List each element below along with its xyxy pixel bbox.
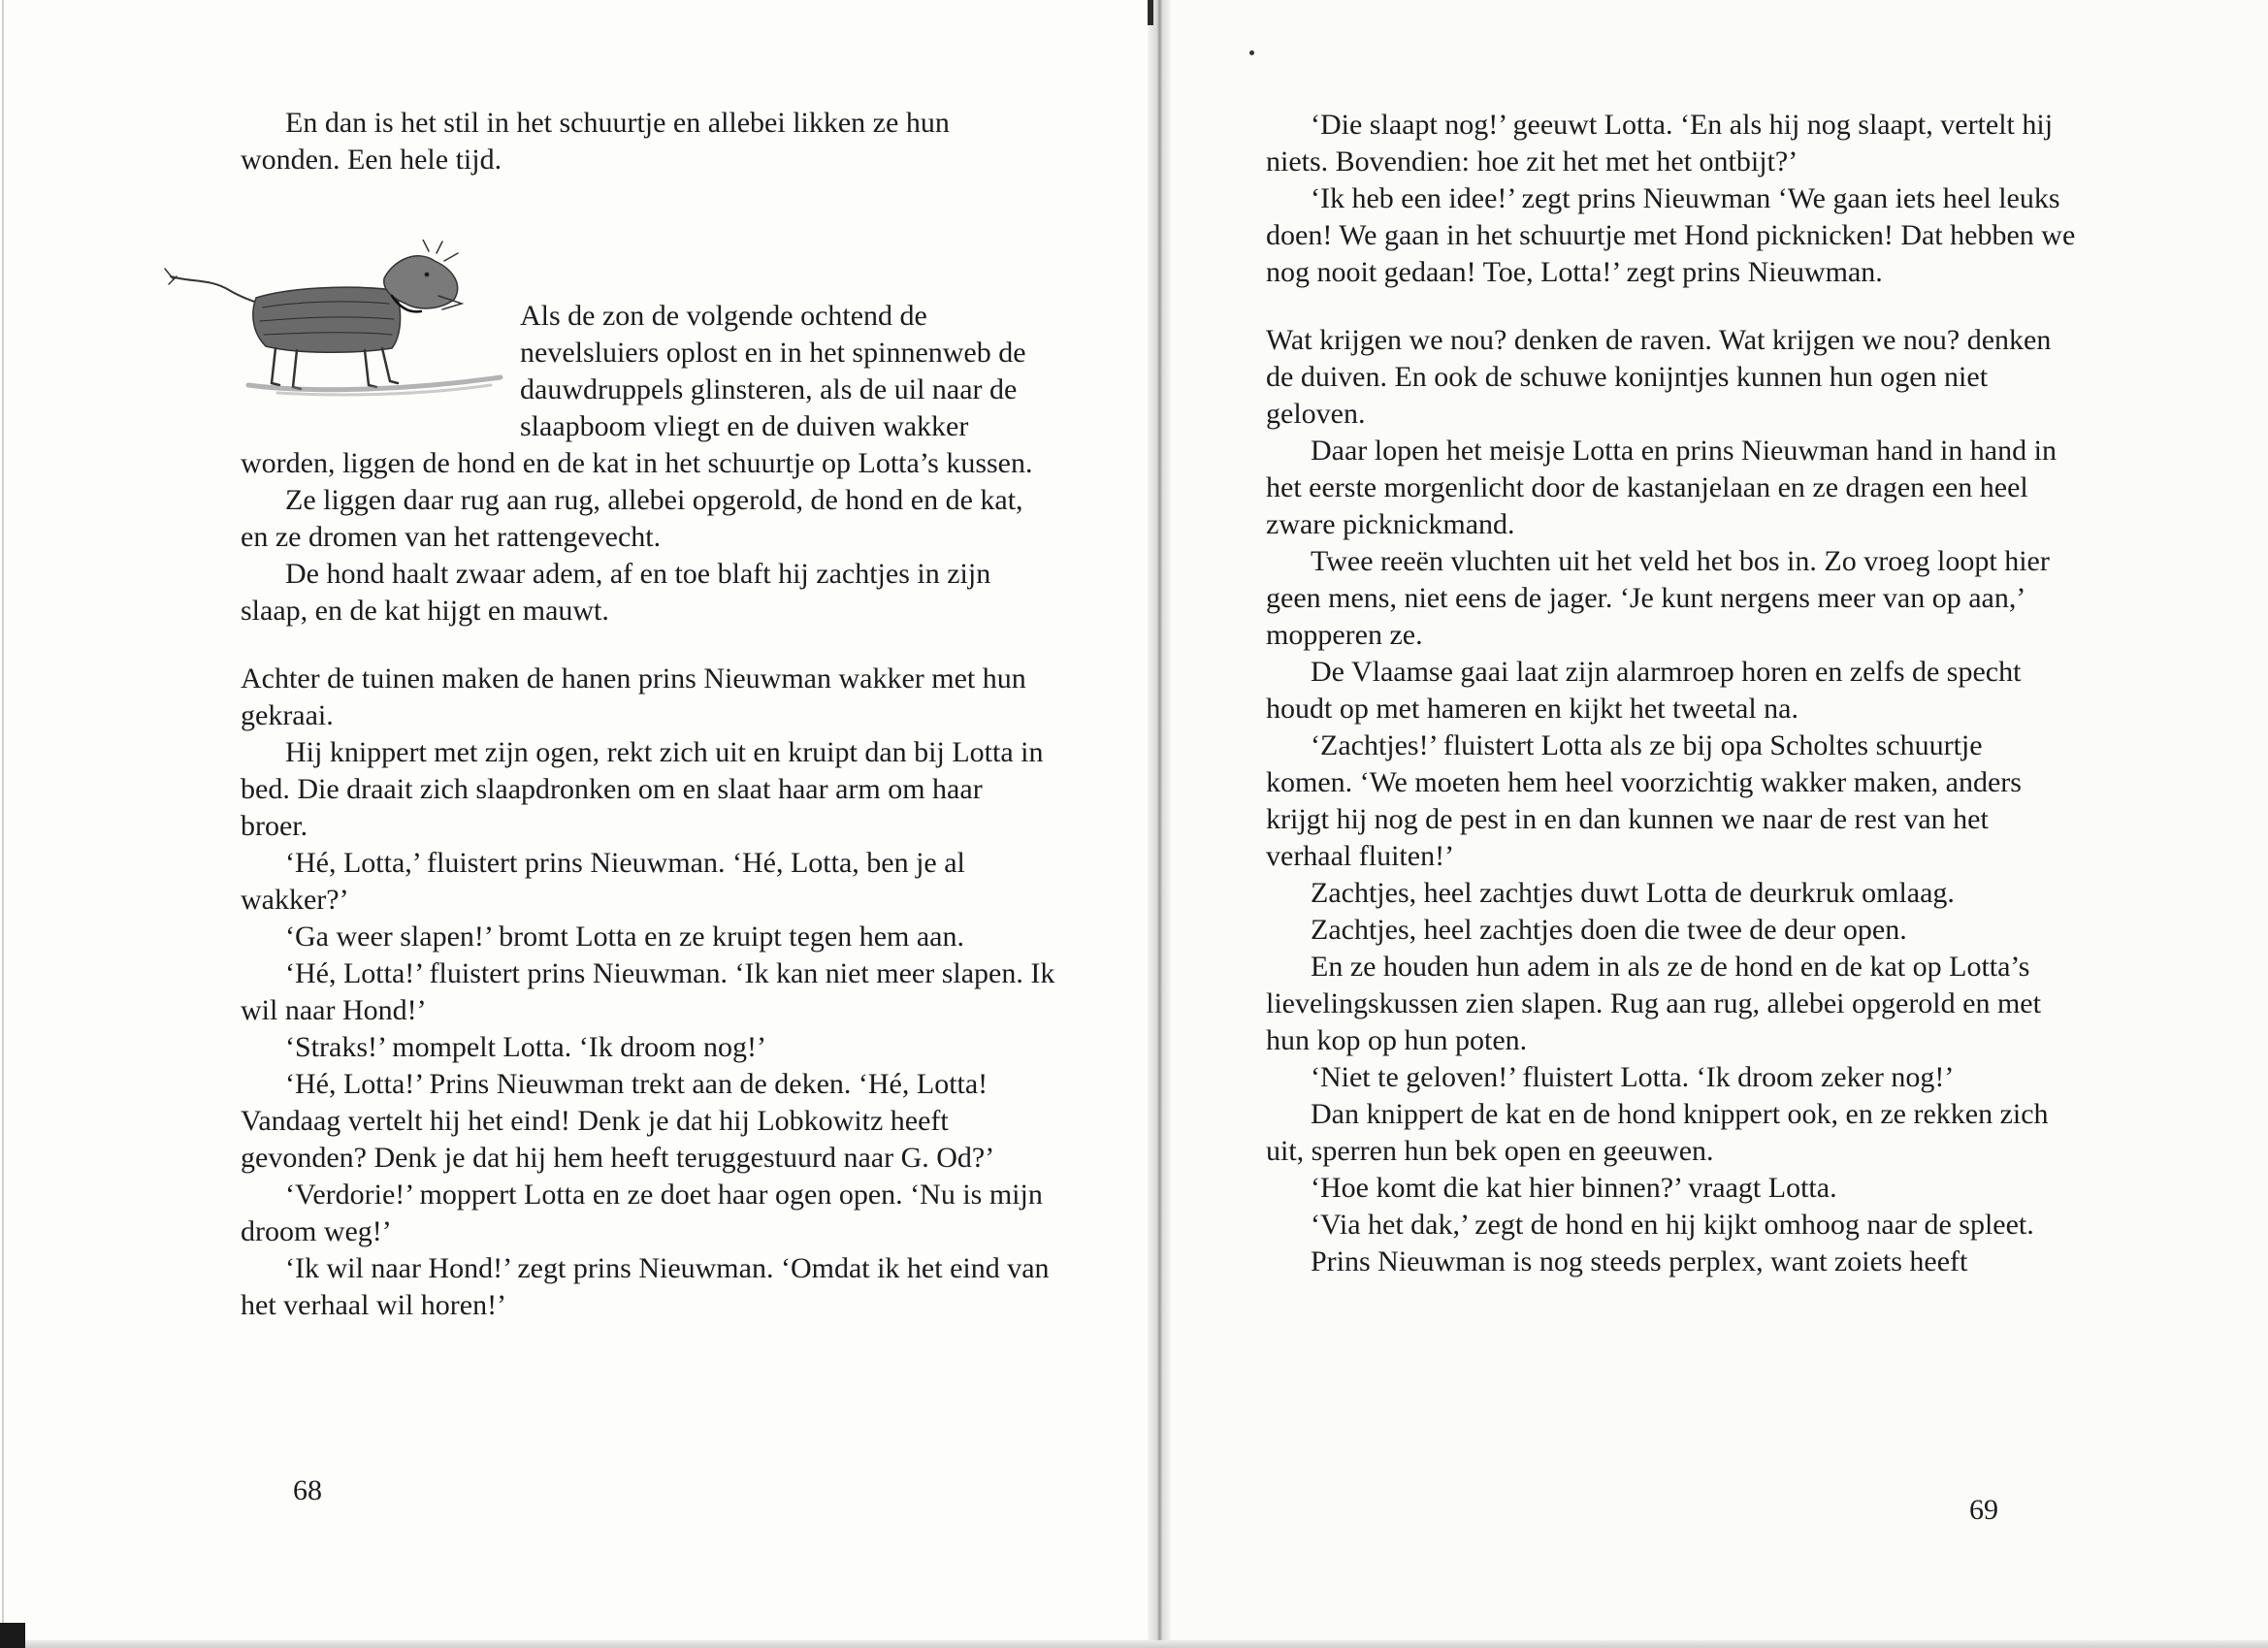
page-number: 68: [293, 1474, 322, 1506]
page-edge: [2, 0, 4, 1648]
ink-speck: [1249, 50, 1254, 55]
paragraph: Prins Nieuwman is nog steeds perplex, want zoiets heeft: [1311, 1245, 1968, 1277]
paragraph: ‘Ga weer slapen!’ bromt Lotta en ze kruipt tegen hem aan.: [285, 921, 964, 953]
dog-sketch-icon: [151, 240, 510, 424]
paragraph: Twee reeën vluchten uit het veld het bos in. Zo vroeg loopt hier geen mens, niet eens de jager. ‘Je kunt nergens meer van op aan,’ mopperen ze.: [1266, 545, 2050, 651]
paragraph: De Vlaamse gaai laat zijn alarmroep horen en zelfs de specht houdt op met hameren en kijkt het tweetal na.: [1266, 656, 2022, 725]
paragraph: Dan knippert de kat en de hond knippert ook, en ze rekken zich uit, sperren hun bek open en geeuwen.: [1266, 1098, 2049, 1167]
paragraph: ‘Via het dak,’ zegt de hond en hij kijkt omhoog naar de spleet.: [1311, 1209, 2034, 1241]
paragraph: ‘Ik heb een idee!’ zegt prins Nieuwman ‘We gaan iets heel leuks doen! We gaan in het schuurtje met Hond picknicken! Dat hebben we nog nooit gedaan! Toe, Lotta!’ zegt prins Nieuwman.: [1266, 182, 2076, 288]
paragraph: Zachtjes, heel zachtjes doen die twee de deur open.: [1311, 914, 1907, 946]
paragraph: En ze houden hun adem in als ze de hond en de kat op Lotta’s lievelingskussen zien slapen. Rug aan rug, allebei opgerold en met hun kop op hun poten.: [1266, 951, 2041, 1056]
left-page-body: [241, 298, 1055, 1324]
paragraph: ‘Hé, Lotta,’ fluistert prins Nieuwman. ‘Hé, Lotta, ben je al wakker?’: [241, 847, 965, 916]
spine-mark: [1148, 0, 1153, 25]
left-intro-text: [241, 105, 1055, 178]
paragraph: ‘Die slaapt nog!’ geeuwt Lotta. ‘En als hij nog slaapt, vertelt hij niets. Bovendien: hoe zit het met het ontbijt?’: [1266, 109, 2054, 178]
paragraph: Achter de tuinen maken de hanen prins Nieuwman wakker met hun gekraai.: [241, 662, 1026, 731]
paragraph: De hond haalt zwaar adem, af en toe blaft hij zachtjes in zijn slaap, en de kat hijgt en mauwt.: [241, 558, 991, 627]
paragraph: ‘Ik wil naar Hond!’ zegt prins Nieuwman. ‘Omdat ik het eind van het verhaal wil horen!’: [241, 1252, 1050, 1321]
paragraph: ‘Straks!’ mompelt Lotta. ‘Ik droom nog!’: [285, 1031, 766, 1063]
paragraph: Wat krijgen we nou? denken de raven. Wat krijgen we nou? denken de duiven. En ook de schuwe konijntjes kunnen hun ogen niet geloven.: [1266, 324, 2052, 430]
right-page-body: [1266, 107, 2076, 1280]
paragraph: ‘Zachtjes!’ fluistert Lotta als ze bij opa Scholtes schuurtje komen. ‘We moeten hem heel voorzichtig wakker maken, anders krijgt hij nog de pest in en dan kunnen we naar de rest van het verhaal fluiten!’: [1266, 729, 2022, 872]
paragraph: Hij knippert met zijn ogen, rekt zich uit en kruipt dan bij Lotta in bed. Die draait zich slaapdronken om en slaat haar arm om haar broer.: [241, 736, 1044, 842]
paragraph: En dan is het stil in het schuurtje en allebei likken ze hun wonden. Een hele tijd.: [241, 107, 950, 176]
paragraph: ‘Hoe komt die kat hier binnen?’ vraagt Lotta.: [1311, 1172, 1837, 1204]
book-gutter: [1148, 0, 1171, 1648]
paragraph: Als de zon de volgende ochtend de nevelsluiers oplost en in het spinnenweb de dauwdruppels glinsteren, als de uil naar de slaapboom vliegt en de duiven wakker worden, liggen de hond en de kat in het schuurtje op Lotta’s kussen.: [241, 300, 1033, 479]
scan-corner: [0, 1623, 25, 1648]
paragraph: Daar lopen het meisje Lotta en prins Nieuwman hand in hand in het eerste morgenlicht door de kastanjelaan en ze dragen een heel zware picknickmand.: [1266, 435, 2057, 540]
paragraph: Ze liggen daar rug aan rug, allebei opgerold, de hond en de kat, en ze dromen van het rattengevecht.: [241, 484, 1023, 553]
paragraph: ‘Verdorie!’ moppert Lotta en ze doet haar ogen open. ‘Nu is mijn droom weg!’: [241, 1179, 1043, 1247]
page-bottom-edge: [0, 1640, 2268, 1648]
paragraph: ‘Hé, Lotta!’ Prins Nieuwman trekt aan de deken. ‘Hé, Lotta! Vandaag vertelt hij het eind! Denk je dat hij Lobkowitz heeft gevonden? Denk je dat hij hem heeft teruggestuurd naar G. Od?’: [241, 1068, 995, 1174]
paragraph: ‘Hé, Lotta!’ fluistert prins Nieuwman. ‘Ik kan niet meer slapen. Ik wil naar Hond!’: [241, 957, 1055, 1026]
page-number: 69: [1969, 1494, 1998, 1526]
paragraph: ‘Niet te geloven!’ fluistert Lotta. ‘Ik droom zeker nog!’: [1311, 1061, 1955, 1093]
paragraph: Zachtjes, heel zachtjes duwt Lotta de deurkruk omlaag.: [1311, 877, 1955, 909]
